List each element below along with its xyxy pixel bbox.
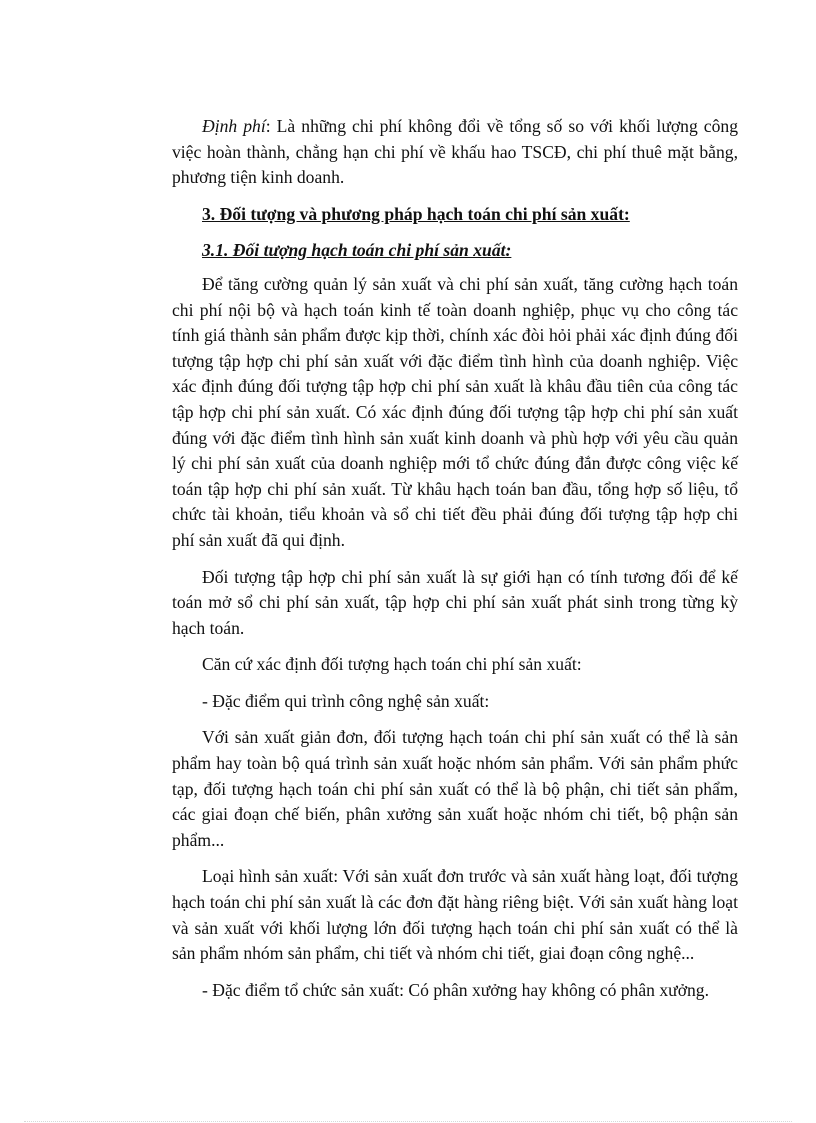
section-heading: 3. Đối tượng và phương pháp hạch toán chi phí sản xuất: (202, 203, 630, 224)
paragraph-cost-object-definition: Đối tượng tập hợp chi phí sản xuất là sự giới hạn có tính tương đối để kế toán mở sổ chi phí sản xuất, tập hợp chi phí sản xuất phát sinh trong từng kỳ hạch toán. (172, 566, 738, 638)
paragraph-production-type: Loại hình sản xuất: Với sản xuất đơn trước và sản xuất hàng loạt, đối tượng hạch toán chi phí sản xuất là các đơn đặt hàng riêng biệt. Với sản xuất hàng loạt và sản xuất với khối lượng lớn đối tượng hạch toán chi phí sản xuất có thể là sản phẩm nhóm sản phẩm, chi tiết và nhóm chi tiết, giai đoạn công nghệ... (172, 866, 738, 964)
term-fixed-cost: Định phí (202, 116, 266, 136)
document-body (172, 114, 738, 1003)
fixed-cost-definition: : Là những chi phí không đổi về tổng số so với khối lượng công việc hoàn thành, chẳng hạn chi phí về khấu hao TSCĐ, chi phí thuê mặt bằng, phương tiện kinh doanh. (172, 116, 738, 188)
paragraph-process-feature: - Đặc điểm qui trình công nghệ sản xuất: (202, 690, 490, 711)
paragraph-simple-complex-production: Với sản xuất giản đơn, đối tượng hạch toán chi phí sản xuất có thể là sản phẩm hay toàn bộ quá trình sản xuất hoặc nhóm sản phẩm. Với sản phẩm phức tạp, đối tượng hạch toán chi phí sản xuất có thể là bộ phận, chi tiết sản phẩm, các giai đoạn chế biến, phân xưởng sản xuất hoặc nhóm chi tiết, bộ phận sản phẩm... (172, 727, 738, 850)
paragraph-fixed-cost (172, 114, 738, 191)
paragraph-basis-intro: Căn cứ xác định đối tượng hạch toán chi phí sản xuất: (202, 654, 582, 675)
paragraph-cost-management: Để tăng cường quản lý sản xuất và chi phí sản xuất, tăng cường hạch toán chi phí nội bộ và hạch toán kinh tế toàn doanh nghiệp, phục vụ cho công tác tính giá thành sản phẩm được kịp thời, chính xác đòi hỏi phải xác định đúng đối tượng tập hợp chi phí sản xuất với đặc điểm tình hình của doanh nghiệp. Việc xác định đúng đối tượng tập hợp chi phí sản xuất là khâu đầu tiên của công tác tập hợp chi phí sản xuất. Có xác định đúng đối tượng tập hợp chi phí sản xuất đúng với đặc điểm tình hình sản xuất kinh doanh và phù hợp với yêu cầu quản lý chi phí sản xuất của doanh nghiệp mới tổ chức đúng đắn được công việc kế toán tập hợp chi phí sản xuất. Từ khâu hạch toán ban đầu, tổng hợp số liệu, tổ chức tài khoản, tiểu khoản và sổ chi tiết đều phải đúng đối tượng tập hợp chi phí sản xuất đã qui định. (172, 273, 738, 550)
page-bottom-divider (24, 1121, 792, 1122)
paragraph-organization-feature: - Đặc điểm tổ chức sản xuất: Có phân xưởng hay không có phân xưởng. (202, 979, 709, 1000)
subsection-heading: 3.1. Đối tượng hạch toán chi phí sản xuất: (202, 240, 512, 261)
